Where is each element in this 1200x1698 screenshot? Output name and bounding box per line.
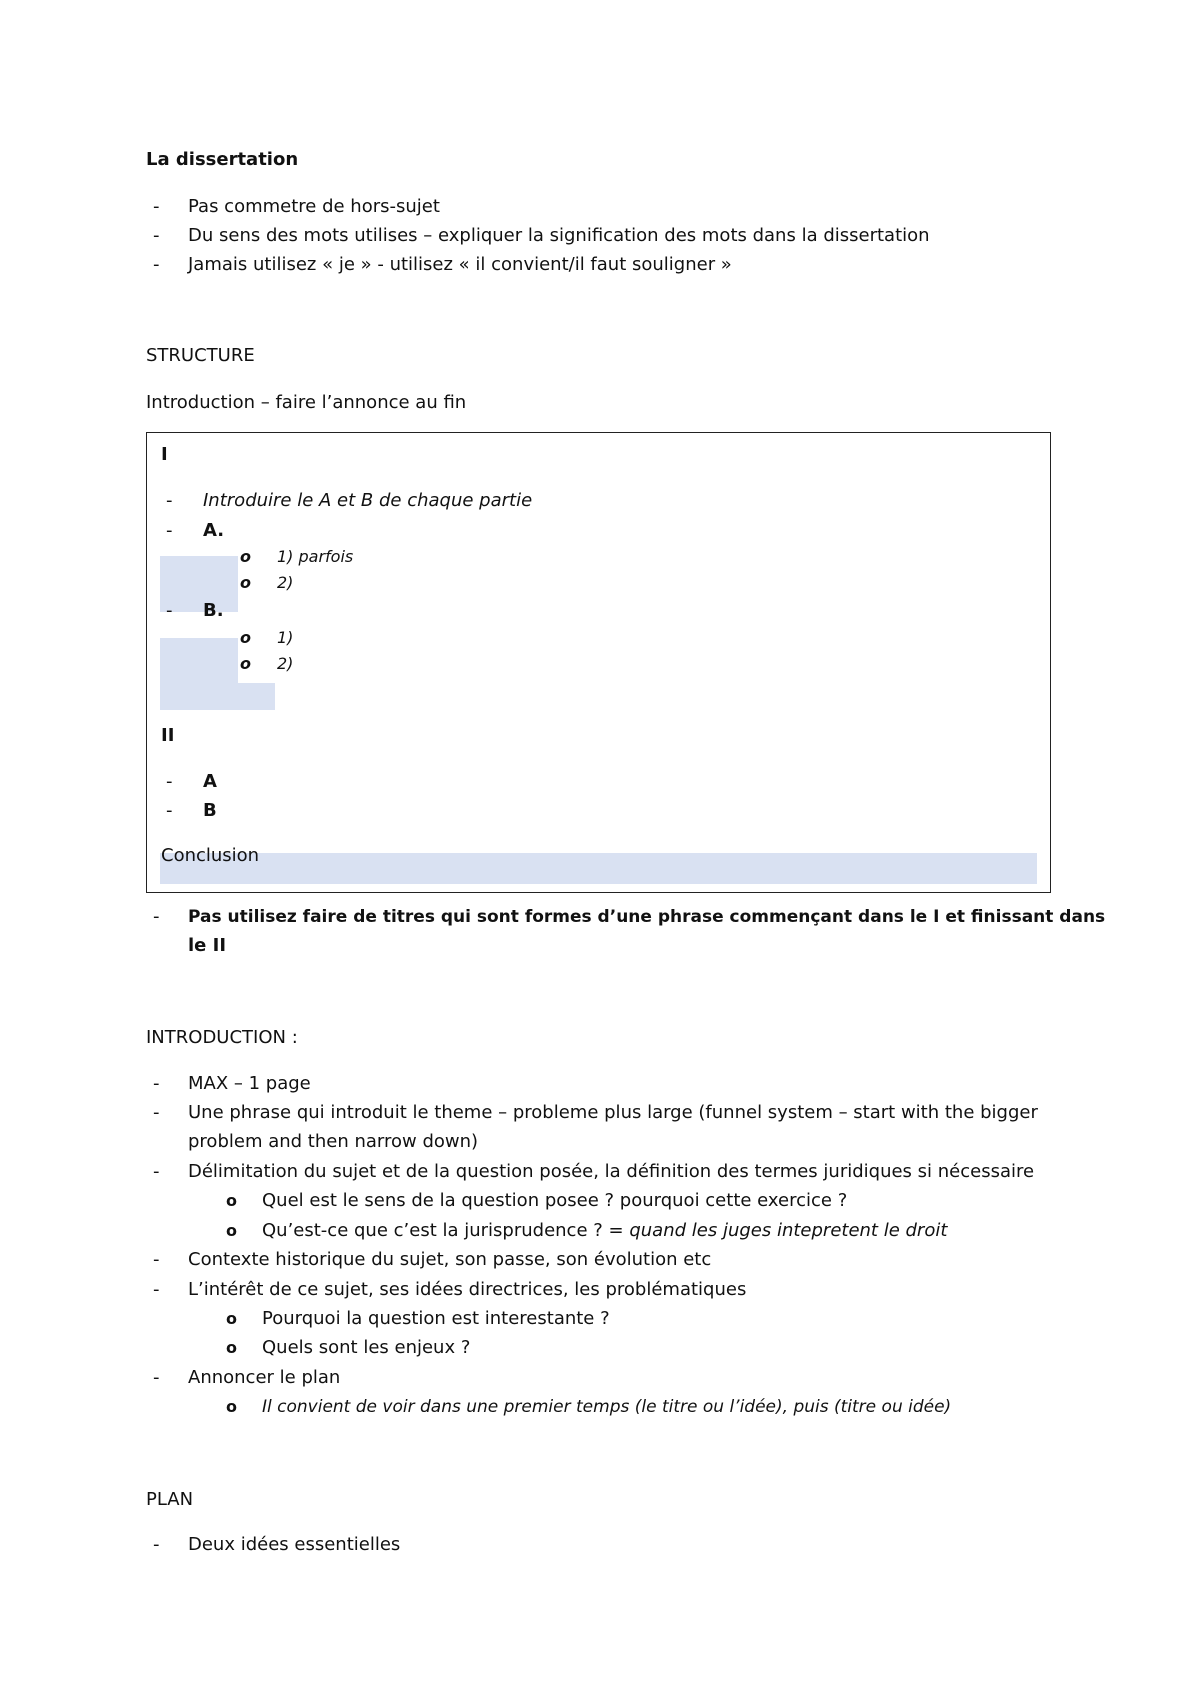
dash-bullet: - [166, 490, 173, 511]
list-item: Annoncer le plan [188, 1367, 341, 1388]
outline-note: Introduire le A et B de chaque partie [203, 490, 533, 511]
circle-bullet: o [240, 654, 251, 673]
dash-bullet: - [153, 1279, 160, 1300]
circle-bullet: o [226, 1191, 237, 1210]
list-item: Pas commetre de hors-sujet [188, 196, 440, 217]
list-item: Une phrase qui introduit le theme – probleme plus large (funnel system – start with the bigger [188, 1102, 1038, 1123]
sub-list-item: Pourquoi la question est interestante ? [262, 1308, 610, 1329]
dash-bullet: - [166, 600, 173, 621]
circle-bullet: o [240, 547, 251, 566]
page-title: La dissertation [146, 149, 299, 170]
outline-1-A-2: 2) [277, 573, 294, 592]
circle-bullet: o [226, 1338, 237, 1357]
outline-1-A: A. [203, 520, 225, 541]
sub-list-item: Il convient de voir dans une premier temps (le titre ou l’idée), puis (titre ou idée) [262, 1397, 952, 1417]
list-item: Jamais utilisez « je » - utilisez « il convient/il faut souligner » [188, 254, 732, 275]
sub-list-item [262, 1220, 947, 1242]
dash-bullet: - [153, 1534, 160, 1555]
outline-1-B-2: 2) [277, 654, 294, 673]
circle-bullet: o [240, 628, 251, 647]
dash-bullet: - [153, 1073, 160, 1094]
outline-1-A-1: 1) parfois [277, 547, 354, 566]
section-heading-introduction: INTRODUCTION : [146, 1027, 298, 1048]
dash-bullet: - [166, 520, 173, 541]
section-heading-structure: STRUCTURE [146, 345, 255, 366]
outline-part-1: I [161, 444, 168, 465]
outline-2-A: A [203, 771, 217, 792]
dash-bullet: - [153, 1102, 160, 1123]
sub-list-item: Quel est le sens de la question posee ? pourquoi cette exercice ? [262, 1190, 848, 1211]
list-item-continuation: le II [188, 935, 227, 956]
sub-list-item-emphasis: quand les juges intepretent le droit [629, 1220, 948, 1241]
list-item: Du sens des mots utilises – expliquer la signification des mots dans la dissertation [188, 225, 930, 246]
circle-bullet: o [240, 573, 251, 592]
dash-bullet: - [153, 1249, 160, 1270]
list-item: MAX – 1 page [188, 1073, 311, 1094]
section-heading-plan: PLAN [146, 1489, 194, 1510]
dash-bullet: - [153, 254, 160, 275]
list-item: Deux idées essentielles [188, 1534, 401, 1555]
outline-part-2: II [161, 725, 175, 746]
dash-bullet: - [153, 225, 160, 246]
list-item: Pas utilisez faire de titres qui sont formes d’une phrase commençant dans le I et finissant dans [188, 907, 1106, 927]
list-item: Contexte historique du sujet, son passe, son évolution etc [188, 1249, 712, 1270]
sub-list-item-text: Qu’est-ce que c’est la jurisprudence ? = [262, 1220, 630, 1241]
dash-bullet: - [166, 800, 173, 821]
circle-bullet: o [226, 1397, 237, 1416]
outline-2-B: B [203, 800, 217, 821]
list-item-continuation: problem and then narrow down) [188, 1131, 479, 1152]
outline-1-B: B. [203, 600, 224, 621]
outline-conclusion: Conclusion [161, 845, 260, 866]
list-item: Délimitation du sujet et de la question posée, la définition des termes juridiques si nécessaire [188, 1161, 1035, 1182]
dash-bullet: - [153, 1161, 160, 1182]
list-item: L’intérêt de ce sujet, ses idées directrices, les problématiques [188, 1279, 747, 1300]
sub-list-item: Quels sont les enjeux ? [262, 1337, 471, 1358]
dash-bullet: - [153, 196, 160, 217]
dash-bullet: - [166, 771, 173, 792]
circle-bullet: o [226, 1309, 237, 1328]
dash-bullet: - [153, 906, 160, 927]
circle-bullet: o [226, 1221, 237, 1240]
outline-1-B-1: 1) [277, 628, 294, 647]
structure-intro-text: Introduction – faire l’annonce au fin [146, 392, 467, 413]
dash-bullet: - [153, 1367, 160, 1388]
